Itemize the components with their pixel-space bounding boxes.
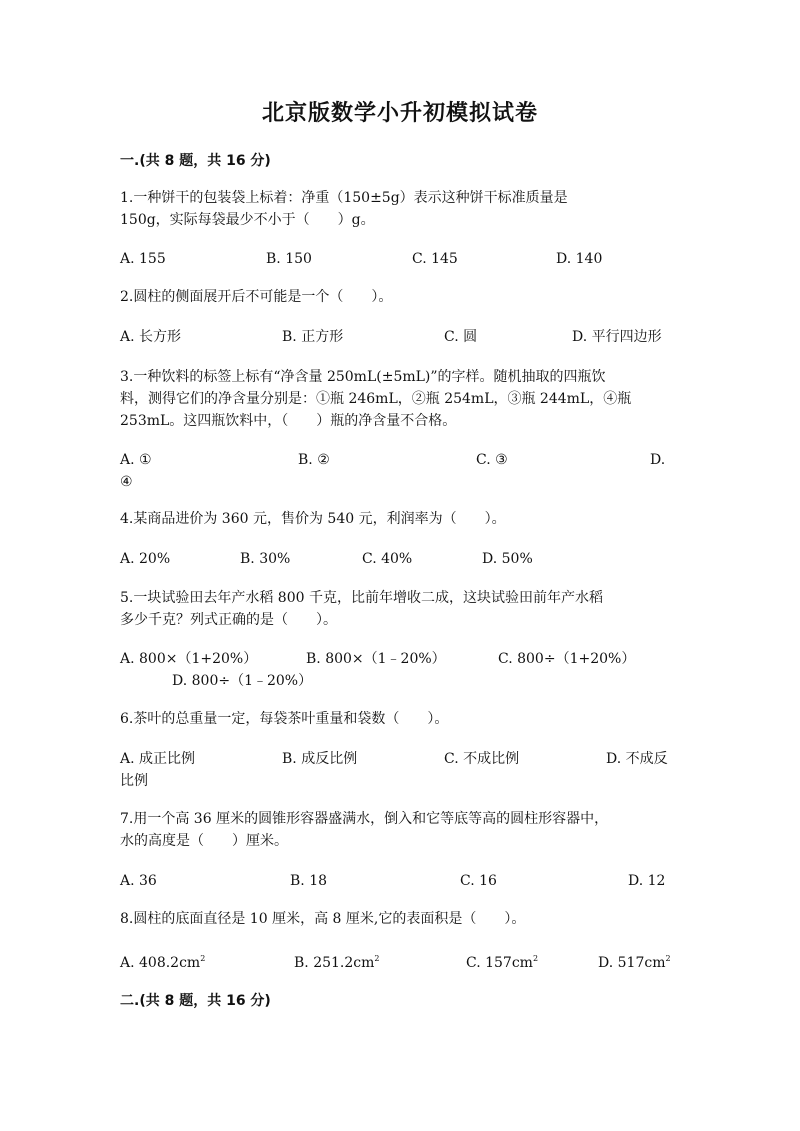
option-text: A. 408.2cm xyxy=(120,955,201,971)
option-b[interactable]: B. 30% xyxy=(240,551,291,567)
question-3 xyxy=(120,366,680,432)
option-d-wrap: ④ xyxy=(120,474,133,490)
option-b[interactable] xyxy=(294,948,379,974)
option-text: D. 517cm xyxy=(598,955,666,971)
question-text: 7.用一个高 36 厘米的圆锥形容器盛满水，倒入和它等底等高的圆柱形容器中， xyxy=(120,811,609,827)
question-text: 5.一块试验田去年产水稻 800 千克，比前年增收二成，这块试验田前年产水稻 xyxy=(120,590,603,606)
option-d-wrap: 比例 xyxy=(120,773,148,789)
section-heading-2: 二.(共 8 题，共 16 分) xyxy=(120,993,271,1009)
unit-superscript: 2 xyxy=(374,954,380,963)
option-a[interactable] xyxy=(120,948,205,974)
option-d[interactable]: D. 12 xyxy=(628,873,666,889)
option-b[interactable]: B. 正方形 xyxy=(282,329,344,345)
option-b[interactable]: B. 18 xyxy=(290,873,328,889)
option-c[interactable]: C. 145 xyxy=(412,251,458,267)
option-a[interactable]: A. 800×（1+20%） xyxy=(120,651,258,667)
question-4 xyxy=(120,508,680,530)
question-1 xyxy=(120,187,680,231)
option-b[interactable]: B. 150 xyxy=(266,251,312,267)
unit-superscript: 2 xyxy=(665,954,671,963)
question-5 xyxy=(120,587,680,631)
option-a[interactable]: A. 长方形 xyxy=(120,329,182,345)
question-text: 多少千克？列式正确的是（ ）。 xyxy=(120,612,337,628)
question-text: 水的高度是（ ）厘米。 xyxy=(120,833,288,849)
question-2 xyxy=(120,286,680,308)
option-a[interactable]: A. 成正比例 xyxy=(120,751,196,767)
option-a[interactable]: A. 36 xyxy=(120,873,157,889)
option-d[interactable] xyxy=(598,948,671,974)
option-b[interactable]: B. 成反比例 xyxy=(282,751,358,767)
option-a[interactable]: A. ① xyxy=(120,452,152,468)
option-c[interactable]: C. 16 xyxy=(460,873,497,889)
section-heading-1: 一.(共 8 题，共 16 分) xyxy=(120,153,271,169)
question-text: 2.圆柱的侧面展开后不可能是一个（ ）。 xyxy=(120,289,393,305)
option-d[interactable]: D. xyxy=(650,452,666,468)
unit-superscript: 2 xyxy=(200,954,206,963)
option-a[interactable]: A. 155 xyxy=(120,251,166,267)
option-c[interactable] xyxy=(466,948,538,974)
question-7 xyxy=(120,808,680,852)
question-8 xyxy=(120,908,680,930)
question-text: 253mL。这四瓶饮料中，（ ）瓶的净含量不合格。 xyxy=(120,413,457,429)
question-text: 150g，实际每袋最少不小于（ ）g。 xyxy=(120,212,375,228)
option-c[interactable]: C. 圆 xyxy=(444,329,478,345)
option-b[interactable]: B. 800×（1﹣20%） xyxy=(306,651,446,667)
question-text: 6.茶叶的总重量一定，每袋茶叶重量和袋数（ ）。 xyxy=(120,711,449,727)
question-text: 8.圆柱的底面直径是 10 厘米，高 8 厘米,它的表面积是（ ）。 xyxy=(120,911,526,927)
option-c[interactable]: C. ③ xyxy=(476,452,508,468)
option-c[interactable]: C. 不成比例 xyxy=(444,751,520,767)
option-d[interactable]: D. 50% xyxy=(482,551,533,567)
option-d[interactable]: D. 140 xyxy=(556,251,603,267)
option-b[interactable]: B. ② xyxy=(298,452,330,468)
question-6 xyxy=(120,708,680,730)
question-text: 1.一种饼干的包装袋上标着：净重（150±5g）表示这种饼干标准质量是 xyxy=(120,190,568,206)
unit-superscript: 2 xyxy=(532,954,539,963)
option-d[interactable]: D. 平行四边形 xyxy=(572,329,662,345)
option-c[interactable]: C. 40% xyxy=(362,551,413,567)
question-text: 料，测得它们的净含量分别是：①瓶 246mL，②瓶 254mL，③瓶 244mL，④瓶 xyxy=(120,391,632,407)
option-text: B. 251.2cm xyxy=(294,955,375,971)
option-d[interactable]: D. 800÷（1﹣20%） xyxy=(172,673,313,689)
option-c[interactable]: C. 800÷（1+20%） xyxy=(498,651,636,667)
option-text: C. 157cm xyxy=(466,955,533,971)
exam-title: 北京版数学小升初模拟试卷 xyxy=(261,101,538,126)
question-text: 3.一种饮料的标签上标有“净含量 250mL(±5mL)”的字样。随机抽取的四瓶饮 xyxy=(120,369,606,385)
question-text: 4.某商品进价为 360 元，售价为 540 元，利润率为（ ）。 xyxy=(120,511,506,527)
option-a[interactable]: A. 20% xyxy=(120,551,171,567)
option-d[interactable]: D. 不成反 xyxy=(606,751,668,767)
